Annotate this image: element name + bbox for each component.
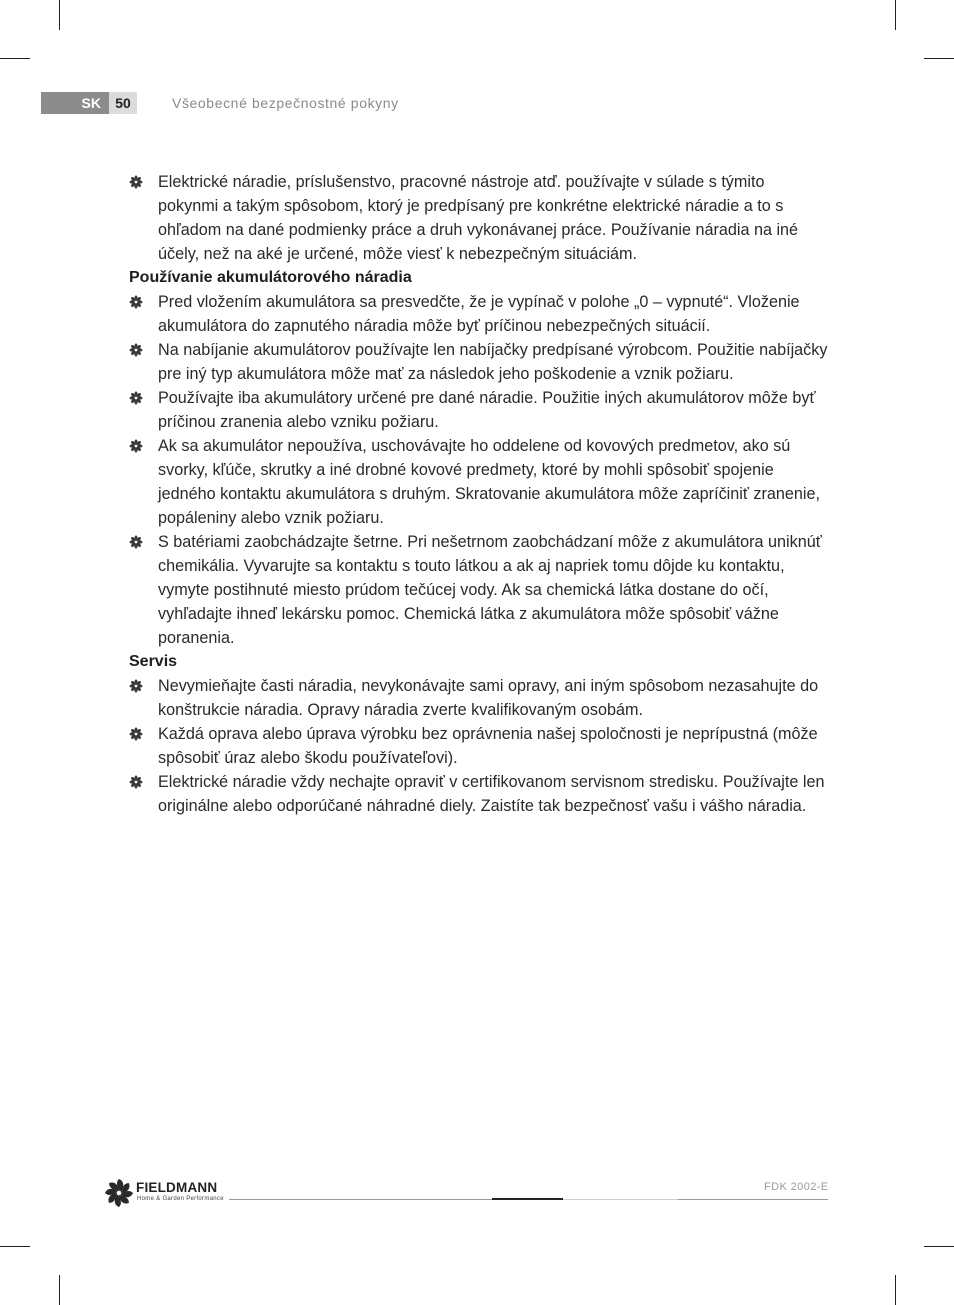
brand-tagline: Home & Garden Performance: [137, 1196, 224, 1202]
main-content: [129, 170, 829, 818]
intro-list: [129, 170, 829, 266]
list-item-text: Elektrické náradie vždy nechajte opraviť v certifikovanom servisnom stredisku. Používajte len originálne alebo odporúčané náhradné diely. Zaistíte tak bezpečnosť vašu i vášho náradia.: [158, 773, 825, 815]
list-item-text: Každá oprava alebo úprava výrobku bez oprávnenia našej spoločnosti je neprípustná (môže spôsobiť úraz alebo škodu používateľovi).: [158, 725, 818, 767]
list-item: [129, 338, 829, 386]
list-item-text: Na nabíjanie akumulátorov používajte len nabíjačky predpísané výrobcom. Použitie nabíjačky pre iný typ akumulátora môže mať za následok jeho poškodenie a vznik požiaru.: [158, 341, 828, 383]
flower-bullet-icon: [129, 679, 143, 693]
crop-mark: [895, 1275, 896, 1305]
language-tab: SK: [41, 92, 109, 114]
list-item: [129, 530, 829, 650]
list-item-text: Ak sa akumulátor nepoužíva, uschovávajte ho oddelene od kovových predmetov, ako sú svorky, kľúče, skrutky a iné drobné kovové predmety, ktoré by mohli spôsobiť spojenie jedného kontaktu akumulátora s druhým. Skratovanie akumulátora môže zapríčiniť zranenie, popáleniny alebo vznik požiaru.: [158, 437, 821, 527]
flower-bullet-icon: [129, 727, 143, 741]
brand-name: FIELDMANN: [136, 1180, 218, 1195]
crop-mark: [0, 1246, 30, 1247]
service-list: [129, 674, 829, 818]
list-item-text: Nevymieňajte časti náradia, nevykonávajte sami opravy, ani iným spôsobom nezasahujte do konštrukcie náradia. Opravy náradia zverte kvalifikovaným osobám.: [158, 677, 819, 719]
flower-bullet-icon: [129, 343, 143, 357]
section-heading: Používanie akumulátorového náradia: [129, 269, 412, 286]
flower-bullet-icon: [129, 535, 143, 549]
flower-bullet-icon: [129, 295, 143, 309]
crop-mark: [59, 0, 60, 30]
crop-mark: [895, 0, 896, 30]
list-item-text: Elektrické náradie, príslušenstvo, pracovné nástroje atď. používajte v súlade s týmito pokynmi a takým spôsobom, ktorý je predpísaný pre konkrétne elektrické náradie a to s ohľadom na dané podmienky práce a druh vykonávanej práce. Používanie náradia na iné účely, než na aké je určené, môže viesť k nebezpečným situáciám.: [158, 173, 799, 263]
flower-bullet-icon: [129, 775, 143, 789]
crop-mark: [924, 1246, 954, 1247]
list-item-text: S batériami zaobchádzajte šetrne. Pri nešetrnom zaobchádzaní môže z akumulátora uniknúť chemikália. Vyvarujte sa kontaktu s touto látkou a ak aj napriek tomu dôjde ku kontaktu, vymyte postihnuté miesto prúdom tečúcej vody. Ak sa chemická látka dostane do očí, vyhľadajte ihneď lekársku pomoc. Chemická látka z akumulátora môže spôsobiť vážne poranenia.: [158, 533, 822, 647]
crop-mark: [59, 1275, 60, 1305]
list-item: [129, 290, 829, 338]
battery-tools-list: [129, 290, 829, 650]
list-item: [129, 674, 829, 722]
list-item: [129, 770, 829, 818]
list-item-text: Používajte iba akumulátory určené pre dané náradie. Použitie iných akumulátorov môže byť príčinou zranenia alebo vzniku požiaru.: [158, 389, 816, 431]
list-item: [129, 386, 829, 434]
crop-mark: [924, 58, 954, 59]
crop-mark: [0, 58, 30, 59]
footer-rule: [492, 1198, 563, 1200]
list-item: [129, 434, 829, 530]
flower-bullet-icon: [129, 439, 143, 453]
page-header-title: Všeobecné bezpečnostné pokyny: [172, 95, 399, 111]
section-heading: Servis: [129, 653, 178, 670]
list-item: [129, 170, 829, 266]
list-item-text: Pred vložením akumulátora sa presvedčte, že je vypínač v polohe „0 – vypnuté“. Vloženie akumulátora do zapnutého náradia môže byť príčinou nebezpečných situácií.: [158, 293, 800, 335]
footer-rule: [229, 1199, 492, 1200]
flower-bullet-icon: [129, 175, 143, 189]
model-number: FDK 2002-E: [764, 1181, 829, 1193]
list-item: [129, 722, 829, 770]
flower-bullet-icon: [129, 391, 143, 405]
page-number: 50: [109, 92, 137, 114]
footer-rule: [563, 1199, 678, 1200]
footer-rule: [678, 1199, 828, 1200]
